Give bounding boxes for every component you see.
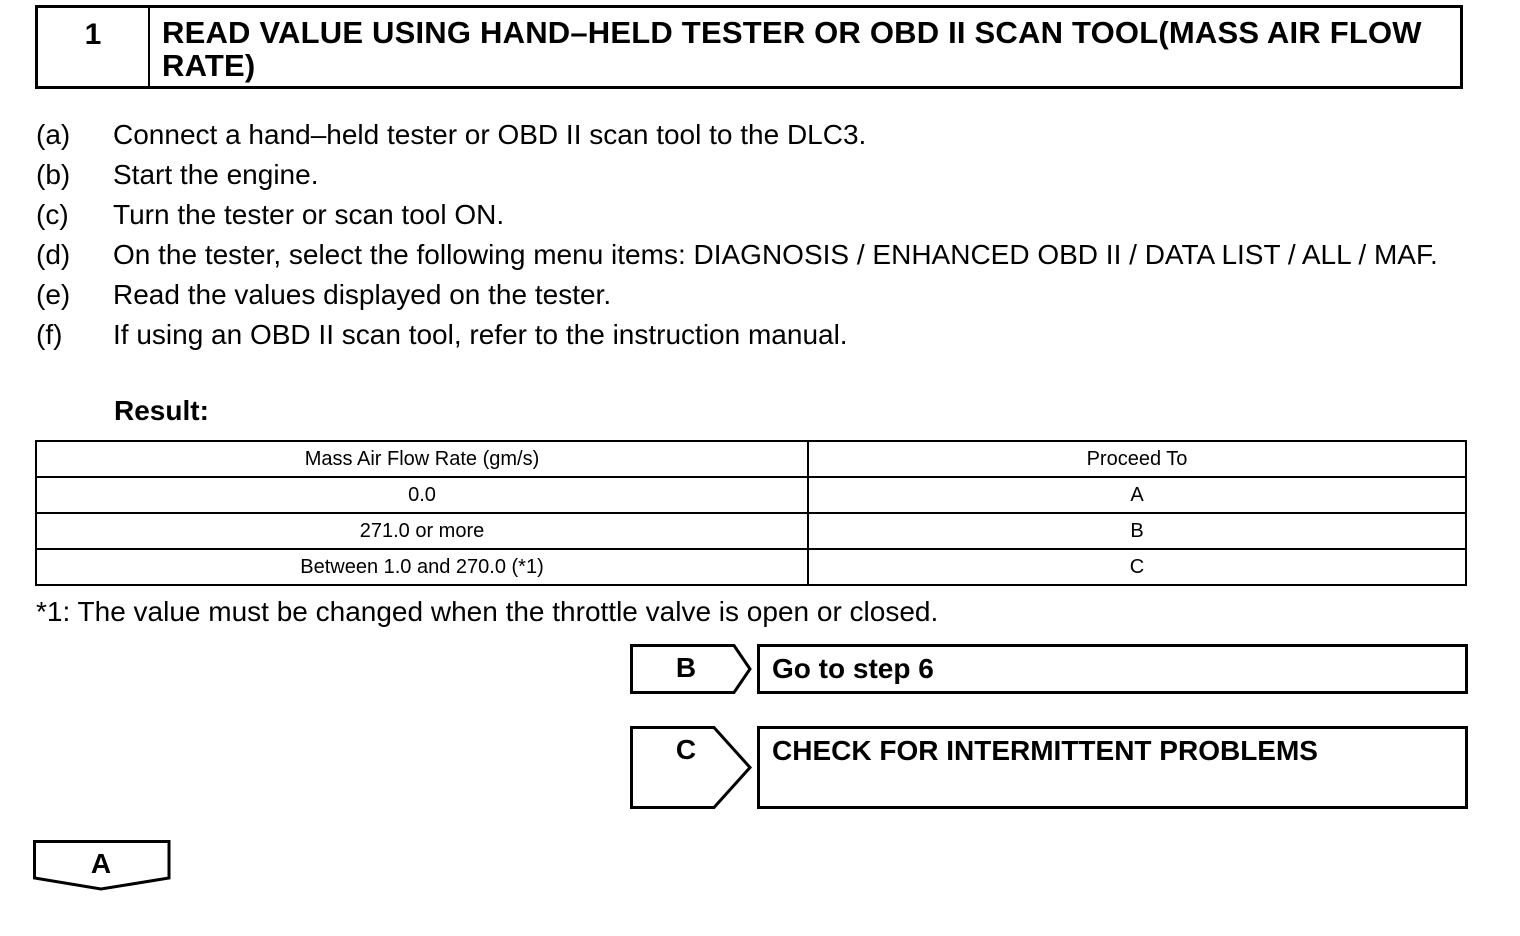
instruction-text: Read the values displayed on the tester. [113,279,612,310]
instruction-letter: (a) [36,119,71,150]
branch-action: CHECK FOR INTERMITTENT PROBLEMS [757,726,1468,809]
table-cell: C [808,549,1466,585]
instruction-text: Connect a hand–held tester or OBD II scan tool to the DLC3. [113,119,867,150]
instruction-letter: (b) [36,159,71,190]
step-title: READ VALUE USING HAND–HELD TESTER OR OBD II SCAN TOOL(MASS AIR FLOW RATE) [162,15,1422,83]
footnote: *1: The value must be changed when the throttle valve is open or closed. [36,596,939,627]
branch-action: Go to step 6 [757,644,1468,694]
table-header-row [36,441,1466,477]
branch-letter: B [675,652,697,683]
instruction-list [36,115,1476,355]
instruction-text: If using an OBD II scan tool, refer to the instruction manual. [113,319,848,350]
instruction-item [36,235,1476,275]
instruction-item [36,275,1476,315]
branch-letter: A [90,848,112,879]
table-row [36,513,1466,549]
table-row [36,477,1466,513]
result-label: Result: [114,395,209,426]
branch-c [630,726,1468,809]
branch-b [630,644,1468,694]
instruction-item [36,315,1476,355]
instruction-letter: (d) [36,239,71,270]
table-row [36,549,1466,585]
branch-letter: C [675,734,697,765]
table-cell: 0.0 [36,477,808,513]
table-cell: Between 1.0 and 270.0 (*1) [36,549,808,585]
table-cell: 271.0 or more [36,513,808,549]
instruction-item [36,195,1476,235]
branch-a [33,840,173,892]
column-header: Proceed To [808,441,1466,477]
instruction-item [36,155,1476,195]
step-number: 1 [38,8,150,86]
instruction-text: On the tester, select the following menu items: DIAGNOSIS / ENHANCED OBD II / DATA LIST / ALL / MAF. [113,239,1438,270]
instruction-text: Start the engine. [113,159,319,190]
instruction-item [36,115,1476,155]
instruction-text: Turn the tester or scan tool ON. [113,199,505,230]
table-cell: B [808,513,1466,549]
table-cell: A [808,477,1466,513]
column-header: Mass Air Flow Rate (gm/s) [36,441,808,477]
result-table [35,440,1467,586]
instruction-letter: (e) [36,279,71,310]
instruction-letter: (c) [36,199,69,230]
step-header [35,5,1463,89]
instruction-letter: (f) [36,319,63,350]
